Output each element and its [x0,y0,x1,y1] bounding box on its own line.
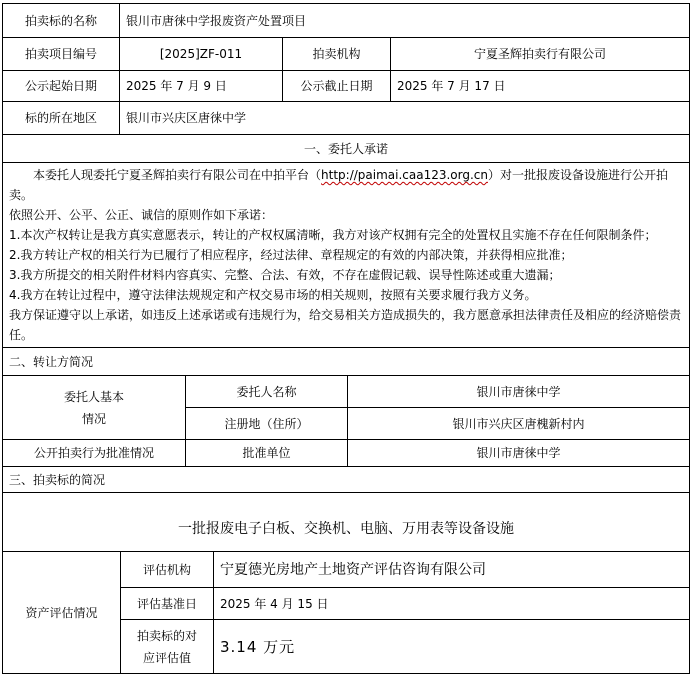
base-date-value: 2025 年 4 月 15 日 [214,588,690,620]
auction-subject: 一批报废电子白板、交换机、电脑、万用表等设备设施 [3,493,690,552]
row-subject [3,493,690,552]
start-date-value: 2025 年 7 月 9 日 [120,71,283,102]
section2-title: 二、转让方简况 [3,348,690,376]
client-basic-label-line2: 情况 [81,411,106,426]
approval-unit-value: 银川市唐徕中学 [348,440,690,467]
intro-text-b: ）对一批报废设备设施进行公开拍卖。 [9,168,669,202]
section3-title: 三、拍卖标的简况 [3,467,690,493]
client-basic-label [3,376,186,440]
approval-label: 公开拍卖行为批准情况 [3,440,186,467]
assessed-value-label-line2: 应评估值 [142,650,191,665]
intro-text-a: 本委托人现委托宁夏圣辉拍卖行有限公司在中拍平台（ [33,168,322,182]
transferor-table [2,375,690,552]
commitment-text [3,163,690,348]
approval-unit-label: 批准单位 [186,440,348,467]
location-value: 银川市兴庆区唐徕中学 [120,102,690,135]
end-date-label: 公示截止日期 [283,71,391,102]
intro-paragraph [9,165,683,205]
platform-link[interactable]: http://paimai.caa123.org.cn [321,168,488,182]
location-label: 标的所在地区 [3,102,120,135]
row-client-name [3,376,690,408]
assessed-value-label [121,620,214,674]
row-code-agency [3,38,690,71]
project-name-label: 拍卖标的名称 [3,4,120,38]
assessment-agency-label: 评估机构 [121,552,214,588]
assessment-agency-value: 宁夏德光房地产土地资产评估咨询有限公司 [214,552,690,588]
announcement-table [2,3,690,376]
commitment-item-4: 4.我方在转让过程中，遵守法律法规规定和产权交易市场的相关规则，按照有关要求履行我方义务。 [9,288,537,302]
row-approval [3,440,690,467]
project-code-value: [2025]ZF-011 [120,38,283,71]
address-label: 注册地（住所） [186,408,348,440]
address-value: 银川市兴庆区唐槐新村内 [348,408,690,440]
guarantee-paragraph: 我方保证遵守以上承诺，如违反上述承诺或有违规行为，给交易相关方造成损失的，我方愿意承担法律责任及相应的经济赔偿责任。 [9,308,682,342]
commitment-item-2: 2.我方转让产权的相关行为已履行了相应程序，经过法律、章程规定的有效的内部决策，并获得相应批准； [9,248,573,262]
client-name-label: 委托人名称 [186,376,348,408]
principles-line: 依照公开、公平、公正、诚信的原则作如下承诺： [9,208,274,222]
start-date-label: 公示起始日期 [3,71,120,102]
section1-title: 一、委托人承诺 [3,135,690,163]
commitment-item-1: 1.本次产权转让是我方真实意愿表示，转让的产权权属清晰，我方对该产权拥有完全的处置权且实施不存在任何限制条件； [9,228,657,242]
client-name-value: 银川市唐徕中学 [348,376,690,408]
base-date-label: 评估基准日 [121,588,214,620]
client-basic-label-line1: 委托人基本 [63,389,124,404]
row-assessment-agency [3,552,690,588]
project-name-value: 银川市唐徕中学报废资产处置项目 [120,4,690,38]
row-section1-title [3,135,690,163]
assessment-table [2,551,690,674]
row-section1-body [3,163,690,348]
row-section3-title [3,467,690,493]
row-location [3,102,690,135]
row-project-name [3,4,690,38]
end-date-value: 2025 年 7 月 17 日 [391,71,690,102]
auction-announcement-document [0,3,691,678]
project-code-label: 拍卖项目编号 [3,38,120,71]
auction-agency-label: 拍卖机构 [283,38,391,71]
assessed-value: 3.14 万元 [214,620,690,674]
auction-agency-value: 宁夏圣辉拍卖行有限公司 [391,38,690,71]
commitment-item-3: 3.我方所提交的相关附件材料内容真实、完整、合法、有效，不存在虚假记载、误导性陈述或重大遗漏； [9,268,561,282]
row-dates [3,71,690,102]
assessed-value-label-line1: 拍卖标的对 [136,628,197,643]
assessment-label: 资产评估情况 [3,552,121,674]
row-section2-title [3,348,690,376]
